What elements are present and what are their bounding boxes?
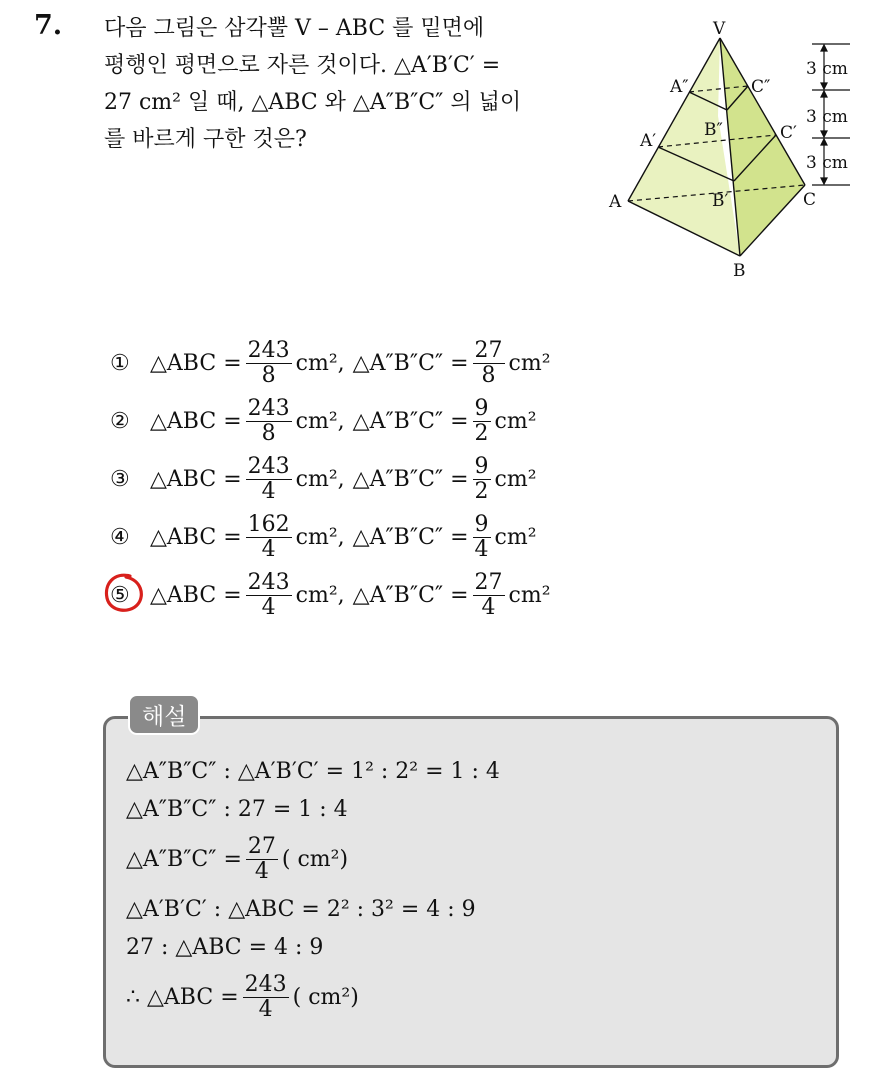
small-label: △A″B″C″ = — [352, 582, 469, 608]
solution-fraction: $\frac{243}{4}$ — [244, 972, 287, 1022]
unit: cm² — [508, 350, 551, 376]
label-A1: A′ — [640, 131, 657, 151]
abc-label: △ABC = — [150, 582, 242, 608]
label-C1: C′ — [780, 123, 797, 143]
question-number: 7. — [34, 10, 63, 41]
choice-3[interactable] — [110, 450, 551, 508]
solution-line: △A″B″C″ : 27 = 1 : 4 — [126, 796, 348, 822]
question-line: 다음 그림은 삼각뿔 V – ABC 를 밑면에 — [104, 16, 485, 41]
abc-label: △ABC = — [150, 408, 242, 434]
question-line: 평행인 평면으로 자른 것이다. △A′B′C′ = — [104, 53, 501, 78]
abc-label: △ABC = — [150, 466, 242, 492]
unit: cm², — [295, 466, 345, 492]
label-C: C — [803, 190, 817, 210]
choice-1[interactable] — [110, 334, 551, 392]
label-C2: C″ — [751, 77, 771, 97]
unit: cm², — [295, 408, 345, 434]
small-fraction: $\frac{9}{4}$ — [474, 512, 489, 562]
abc-fraction: $\frac{243}{4}$ — [247, 454, 290, 504]
abc-fraction: $\frac{243}{8}$ — [247, 396, 290, 446]
small-fraction: $\frac{9}{2}$ — [474, 454, 489, 504]
small-fraction: $\frac{9}{2}$ — [474, 396, 489, 446]
dim-label: 3 cm — [806, 59, 848, 79]
small-label: △A″B″C″ = — [352, 408, 469, 434]
abc-fraction: $\frac{162}{4}$ — [247, 512, 290, 562]
answer-choices — [110, 334, 551, 624]
label-B: B — [733, 261, 746, 281]
label-B1: B′ — [712, 191, 729, 211]
abc-fraction: $\frac{243}{8}$ — [247, 338, 290, 388]
small-label: △A″B″C″ = — [352, 466, 469, 492]
solution-tab: 해설 — [128, 694, 200, 735]
solution-line: △A″B″C″ : △A′B′C′ = 1² : 2² = 1 : 4 — [126, 758, 500, 784]
solution-content — [126, 752, 500, 1028]
dim-label: 3 cm — [806, 107, 848, 127]
choice-number: ② — [110, 408, 130, 434]
unit: cm², — [295, 524, 345, 550]
unit: cm² — [494, 466, 537, 492]
solution-line: 27 : △ABC = 4 : 9 — [126, 934, 324, 960]
abc-fraction: $\frac{243}{4}$ — [247, 570, 290, 620]
unit: cm² — [494, 408, 537, 434]
small-fraction: $\frac{27}{4}$ — [474, 570, 503, 620]
choice-number: ③ — [110, 466, 130, 492]
choice-2[interactable] — [110, 392, 551, 450]
choice-5[interactable] — [110, 566, 551, 624]
small-label: △A″B″C″ = — [352, 350, 469, 376]
abc-label: △ABC = — [150, 524, 242, 550]
solution-line: △A″B″C″ = $\frac{27}{4}$ ( cm²) — [126, 834, 349, 884]
choice-number: ① — [110, 350, 130, 376]
choice-4[interactable] — [110, 508, 551, 566]
question-line: 27 cm² 일 때, △ABC 와 △A″B″C″ 의 넓이 — [104, 90, 522, 115]
label-V: V — [713, 19, 726, 39]
unit: cm², — [295, 582, 345, 608]
unit: cm², — [295, 350, 345, 376]
unit: cm² — [494, 524, 537, 550]
label-B2: B″ — [704, 120, 723, 140]
solution-line: ∴ △ABC = $\frac{243}{4}$ ( cm²) — [126, 972, 359, 1022]
question-text — [104, 10, 584, 158]
pyramid-figure — [600, 18, 870, 288]
dim-label: 3 cm — [806, 153, 848, 173]
abc-label: △ABC = — [150, 350, 242, 376]
solution-line: △A′B′C′ : △ABC = 2² : 3² = 4 : 9 — [126, 896, 476, 922]
label-A2: A″ — [670, 77, 689, 97]
solution-fraction: $\frac{27}{4}$ — [247, 834, 276, 884]
question-line: 를 바르게 구한 것은? — [104, 127, 307, 152]
small-label: △A″B″C″ = — [352, 524, 469, 550]
small-fraction: $\frac{27}{8}$ — [474, 338, 503, 388]
choice-number: ④ — [110, 524, 130, 550]
choice-number: ⑤ — [110, 582, 130, 608]
unit: cm² — [508, 582, 551, 608]
label-A: A — [609, 192, 622, 212]
